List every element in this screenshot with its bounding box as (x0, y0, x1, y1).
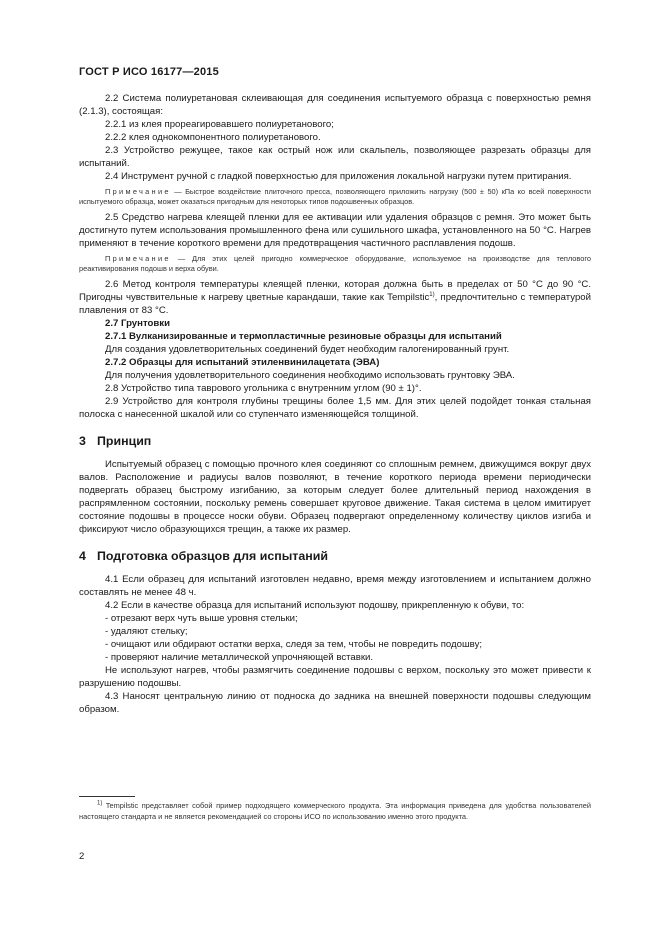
clause-2-7-1-heading: 2.7.1 Вулканизированные и термопластичные резиновые образцы для испытаний (105, 330, 502, 342)
section-4-heading (79, 550, 591, 563)
list-item: - отрезают верх чуть выше уровня стельки; (105, 612, 298, 624)
note-1-text: — Быстрое воздействие плиточного пресса, позволяющего приложить нагрузку (500 ± 50) кПа ко всей поверхности испытуемого образца, может оказаться пригодным для некоторых типов подошвенных образцов. (79, 187, 591, 207)
clause-4-2: 4.2 Если в качестве образца для испытаний используют подошву, прикрепленную к обуви, то: (105, 599, 525, 611)
clause-2-6-text-b: , предпочтительно с температурой плавления от 83 °С. (79, 291, 591, 316)
clause-2-7-2-text: Для получения удовлетворительного соединения необходимо использовать грунтовку ЭВА. (105, 369, 515, 381)
clause-4-1: 4.1 Если образец для испытаний изготовлен недавно, время между изготовлением и испытанием должно составлять не менее 48 ч. (79, 573, 591, 598)
section-3-title: Принцип (97, 433, 152, 448)
clause-2-5: 2.5 Средство нагрева клеящей пленки для ее активации или удаления образцов с ремня. Это может быть достигнуто путем использования промышленного фена или сушильного шкафа, установленного на 50 °С. Нагрев применяют в течение короткого времени для предотвращения частичного расплавления подошв. (79, 211, 591, 249)
note-1-label: Примечание (105, 187, 171, 196)
footnote-mark: 1) (97, 800, 103, 807)
clause-2-2: 2.2 Система полиуретановая склеивающая для соединения испытуемого образца с поверхностью ремня (2.1.3), состоящая: (79, 93, 591, 117)
page-number: 2 (79, 851, 85, 862)
clause-2-8: 2.8 Устройство типа таврового угольника с внутренним углом (90 ± 1)°. (105, 382, 422, 394)
clause-2-9: 2.9 Устройство для контроля глубины трещины более 1,5 мм. Для этих целей подойдет тонкая стальная полоска с нанесенной шкалой или со ступенчато изменяющейся толщиной. (79, 395, 591, 420)
clause-2-6 (79, 278, 591, 317)
page-header: ГОСТ Р ИСО 16177—2015 (79, 66, 219, 78)
note-2 (79, 254, 591, 275)
list-item: - очищают или обдирают остатки верха, следя за тем, чтобы не повредить подошву; (105, 638, 483, 650)
clause-2-7-1-text: Для создания удовлетворительных соединений будет необходим галогенированный грунт. (105, 343, 510, 355)
note-1 (79, 187, 591, 208)
section-4-title: Подготовка образцов для испытаний (97, 548, 328, 563)
footnote-divider (79, 796, 135, 797)
main-content (79, 92, 591, 716)
section-4-number: 4 (79, 548, 86, 563)
clause-4-2-end: Не используют нагрев, чтобы размягчить соединение подошвы с верхом, поскольку это может привести к разрушению подошвы. (79, 664, 591, 689)
footnote-text: Tempilstic представляет собой пример подходящего коммерческого продукта. Эта информация приведена для удобства пользователей настоящего стандарта и не является рекомендацией со стороны ИСО по использованию именно этого продукта. (79, 801, 591, 821)
clause-2-7-heading: 2.7 Грунтовки (105, 317, 170, 329)
clause-2-2-1: 2.2.1 из клея прореагировавшего полиуретанового; (105, 119, 334, 130)
section-3-number: 3 (79, 433, 86, 448)
clause-2-4: 2.4 Инструмент ручной с гладкой поверхностью для приложения локальной нагрузки путем притирания. (105, 171, 572, 182)
clause-2-3: 2.3 Устройство режущее, такое как острый нож или скальпель, позволяющее разрезать образцы для испытаний. (79, 145, 591, 169)
section-3-heading (79, 435, 591, 448)
footnote-ref[interactable]: 1) (429, 291, 435, 298)
clause-2-7-2-heading: 2.7.2 Образцы для испытаний этиленвинилацетата (ЭВА) (105, 356, 380, 368)
section-3-text: Испытуемый образец с помощью прочного клея соединяют со сплошным ремнем, движущимся вокруг двух валов. Расположение и радиусы валов позволяют, в течение короткого периода времени периодически подвергать образец быстрому изгибанию, за которым следует более длительный период нахождения в распрямленном состоянии, поскольку ремень совершает круговое движение. Такая система в целом имитирует состояние подошвы в процессе носки обуви. Образец подвергают определенному количеству циклов изгиба и фиксируют число образующихся трещин, а также их размер. (79, 458, 591, 535)
note-2-label: Примечание (105, 253, 171, 263)
clause-2-2-2: 2.2.2 клея однокомпонентного полиуретанового. (105, 132, 321, 143)
footnote (79, 800, 591, 822)
list-item: - удаляют стельку; (105, 625, 188, 637)
list-item: - проверяют наличие металлической упрочняющей вставки. (105, 651, 374, 663)
note-2-text: — Для этих целей пригодно коммерческое оборудование, используемое на производстве для теплового реактивирования подошв и верха обуви. (79, 253, 591, 274)
clause-4-3: 4.3 Наносят центральную линию от подноска до задника на внешней поверхности подошвы следующим образом. (79, 690, 591, 715)
clause-2-6-text-a: 2.6 Метод контроля температуры клеящей пленки, которая должна быть в пределах от 50 °С до 90 °С. Пригодны чувствительные к нагреву цветные карандаши, такие как Tempilstic (79, 278, 591, 303)
